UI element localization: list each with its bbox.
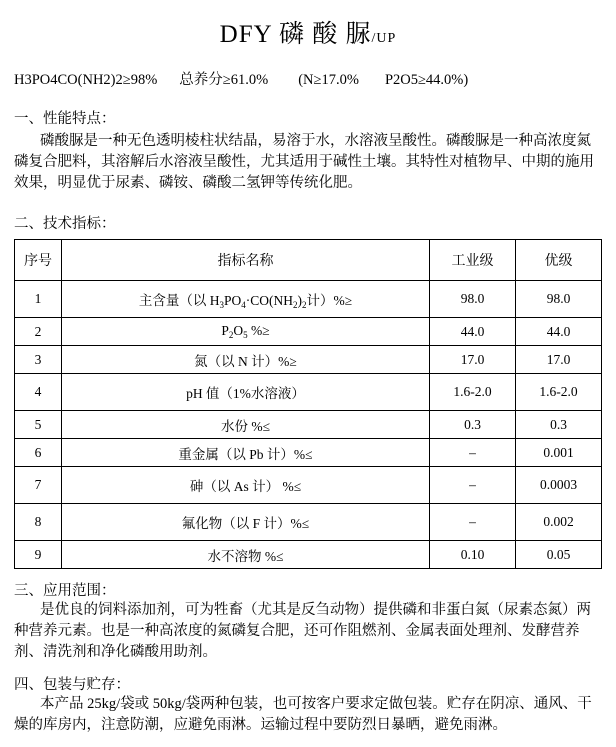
paragraph-text: 磷酸脲是一种无色透明棱柱状结晶，易溶于水，水溶液呈酸性。磷酸脲是一种高浓度氮磷复合肥料，其溶解后水溶液呈酸性，尤其适用于碱性土壤。其特性对植物早、中期的施用效果，明显优于尿素、磷铵、磷酸二氢钾等传统化肥。 [14, 133, 594, 191]
table-row [15, 318, 602, 346]
section-heading-packaging: 四、包装与贮存： [14, 677, 130, 693]
table-cell-no: 4 [15, 374, 62, 411]
table-cell-premium: 0.0003 [516, 467, 602, 504]
table-cell-no: 2 [15, 318, 62, 346]
table-cell-name: 砷（以 As 计） %≤ [62, 467, 430, 504]
table-cell-premium: 17.0 [516, 346, 602, 374]
table-cell-no: 9 [15, 541, 62, 569]
table-cell-no: 1 [15, 281, 62, 318]
table-cell-name: 主含量（以 $H_3PO_4\cdot CO(NH_2)_2$计）%≥ [62, 281, 430, 318]
table-row [15, 346, 602, 374]
table-row [15, 541, 602, 569]
section-heading-performance: 一、性能特点： [14, 111, 116, 127]
formula-part-4: P2O5≥44.0%) [384, 72, 469, 88]
table-header-no: 序号 [15, 240, 62, 281]
section-application [14, 579, 602, 663]
section-packaging [14, 673, 602, 736]
table-cell-premium: 1.6-2.0 [516, 374, 602, 411]
table-cell-premium: 44.0 [516, 318, 602, 346]
table-cell-name: 氟化物（以 F 计）%≤ [62, 504, 430, 541]
table-header-premium: 优级 [516, 240, 602, 281]
table-cell-industrial: 0.3 [430, 411, 516, 439]
table-cell-no: 7 [15, 467, 62, 504]
table-cell-industrial: – [430, 504, 516, 541]
table-cell-name: pH 值（1%水溶液） [62, 374, 430, 411]
page-title [14, 14, 602, 50]
table-row [15, 439, 602, 467]
table-cell-no: 3 [15, 346, 62, 374]
paragraph-text: 是优良的饲料添加剂，可为牲畜（尤其是反刍动物）提供磷和非蛋白氮（尿素态氮）两种营养元素。也是一种高浓度的氮磷复合肥，还可作阻燃剂、金属表面处理剂、发酵营养剂、清洗剂和净化磷酸用助剂。 [14, 602, 591, 660]
table-cell-name: $P_2O_5$ %≥ [62, 318, 430, 346]
formula-part-2: 总养分≥61.0% [179, 72, 269, 88]
table-header-industrial: 工业级 [430, 240, 516, 281]
page-title-main: DFY 磷 酸 脲 [219, 21, 372, 48]
table-cell-no: 8 [15, 504, 62, 541]
table-cell-name: 氮（以 N 计）%≥ [62, 346, 430, 374]
table-row [15, 374, 602, 411]
table-cell-premium: 0.002 [516, 504, 602, 541]
table-cell-no: 5 [15, 411, 62, 439]
formula-part-1: H3PO4CO(NH2)2≥98% [14, 72, 158, 88]
table-cell-industrial: – [430, 467, 516, 504]
specification-table [14, 239, 602, 569]
table-cell-no: 6 [15, 439, 62, 467]
table-cell-premium: 98.0 [516, 281, 602, 318]
table-row [15, 504, 602, 541]
section-heading-specs: 二、技术指标： [14, 216, 116, 232]
table-cell-name: 重金属（以 Pb 计）%≤ [62, 439, 430, 467]
table-header-row [15, 240, 602, 281]
table-cell-industrial: 44.0 [430, 318, 516, 346]
table-row [15, 281, 602, 318]
table-cell-industrial: 17.0 [430, 346, 516, 374]
table-cell-premium: 0.3 [516, 411, 602, 439]
table-cell-name: 水不溶物 %≤ [62, 541, 430, 569]
table-cell-industrial: 98.0 [430, 281, 516, 318]
table-header-name: 指标名称 [62, 240, 430, 281]
table-cell-premium: 0.001 [516, 439, 602, 467]
table-row [15, 467, 602, 504]
table-cell-industrial: – [430, 439, 516, 467]
table-cell-premium: 0.05 [516, 541, 602, 569]
table-cell-industrial: 0.10 [430, 541, 516, 569]
section-paragraph-performance [14, 131, 602, 194]
table-row [15, 411, 602, 439]
table-cell-industrial: 1.6-2.0 [430, 374, 516, 411]
section-paragraph-application [14, 600, 602, 663]
section-heading-application: 三、应用范围： [14, 583, 116, 599]
paragraph-text: 本产品 25kg/袋或 50kg/袋两种包装，也可按客户要求定做包装。贮存在阴凉、通风、干燥的库房内，注意防潮，应避免雨淋。运输过程中要防烈日暴晒，避免雨淋。 [14, 696, 592, 733]
formula-part-3: (N≥17.0% [298, 72, 359, 88]
section-paragraph-packaging [14, 694, 602, 736]
page-title-suffix: /UP [371, 31, 397, 46]
table-cell-name: 水份 %≤ [62, 411, 430, 439]
chemical-formula-line [14, 68, 602, 89]
